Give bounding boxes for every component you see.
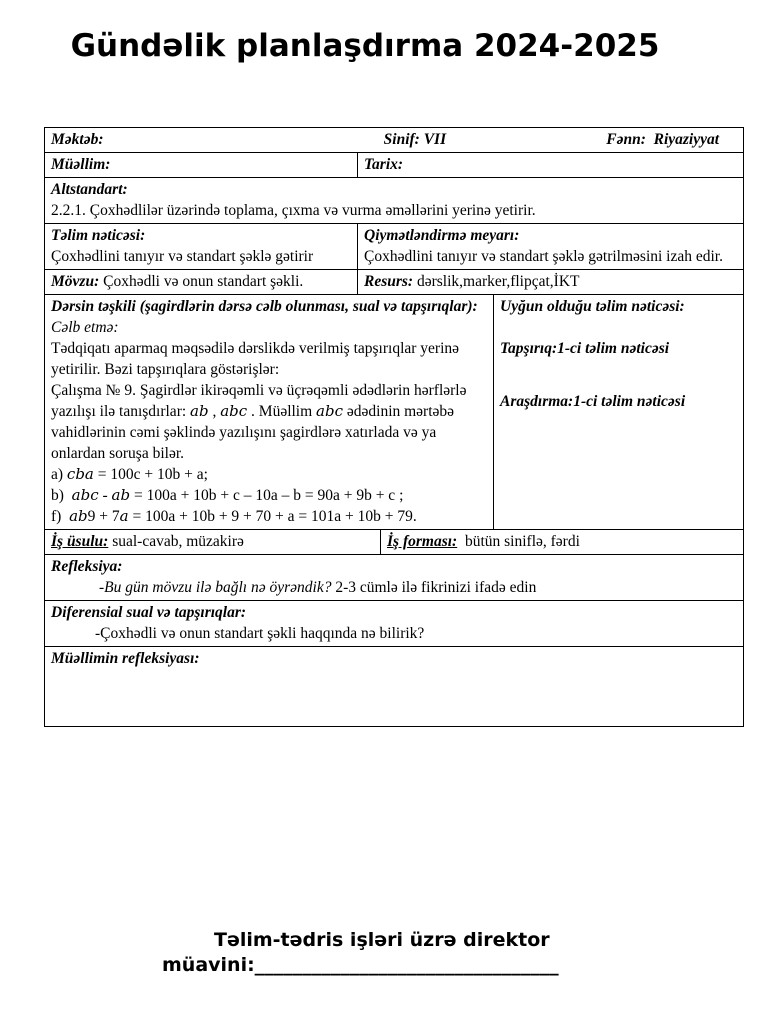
topic-cell [45,270,358,295]
topic-row [45,270,744,295]
footer-line-2: müavini:________________________________ [162,954,559,976]
outcome-cell [45,224,358,270]
teacher-reflection-cell [45,647,744,727]
math-ab-2: ab [111,486,131,504]
formula-a-rest: = 100c + 10b + a; [93,466,208,483]
reflection-question: -Bu gün mövzu ilə bağlı nə öyrəndik? [99,579,332,596]
subject-label: Fənn: [606,131,646,148]
math-cba: cba [66,465,94,483]
comma-text: , [212,403,217,420]
method-label: İş üsulu: [51,533,109,550]
header-cell [45,128,744,153]
footer-line-1: Təlim-tədris işləri üzrə direktor [214,929,550,951]
exercise-text: Çalışma № 9. Şagirdlər ikirəqəmli və üçrəqəmli ədədlərin hərflərlə yazılışı ilə tanışdırlar: [51,382,467,420]
reflection-label: Refleksiya: [51,558,123,575]
standard-text: 2.2.1. Çoxhədlilər üzərində toplama, çıxma və vurma əməllərini yerinə yetirir. [51,202,536,219]
teacher-text: . Müəllim [251,403,313,420]
math-abc-2: abc [316,402,343,420]
formula-b-rest: = 100a + 10b + c – 10a – b = 90a + 9b + c ; [130,487,404,504]
method-cell [45,530,381,555]
formula-b-minus: - [98,487,112,504]
resources-text: dərslik,marker,flipçat,İKT [416,273,580,290]
differential-row [45,601,744,647]
assessment-label: Qiymətləndirmə meyarı: [364,227,520,244]
assessment-cell [358,224,744,270]
matching-cell [494,295,744,530]
engage-label: Cəlb etmə: [51,319,119,336]
outcome-row [45,224,744,270]
standard-row [45,178,744,224]
formula-f-mid: 9 + 7 [87,508,120,525]
outcome-text: Çoxhədlini tanıyır və standart şəklə gətirir [51,248,314,265]
class-label: Sinif: VII [383,131,447,148]
form-label: İş forması: [387,533,458,550]
formula-b-prefix: b) [51,487,64,504]
outcome-label: Təlim nəticəsi: [51,227,146,244]
page-title: Gündəlik planlaşdırma 2024-2025 [70,28,660,64]
matching-research: Araşdırma:1-ci təlim nəticəsi [500,393,686,410]
lesson-plan-table [44,127,744,727]
formula-b [51,485,487,506]
assessment-text: Çoxhədlini tanıyır və standart şəklə gətrilməsini izah edir. [364,248,723,265]
teacher-label: Müəllim: [45,153,358,178]
math-abc-3: abc [71,486,99,504]
topic-label: Mövzu: [51,273,100,290]
form-text: bütün siniflə, fərdi [464,533,580,550]
differential-cell [45,601,744,647]
reflection-instruction: 2-3 cümlə ilə fikrinizi ifadə edin [331,579,537,596]
reflection-cell [45,555,744,601]
differential-text: -Çoxhədli və onun standart şəkli haqqında nə bilirik? [95,625,425,642]
math-abc: abc [220,402,248,420]
formula-a-prefix: a) [51,466,64,483]
formula-f-rest: = 100a + 10b + 9 + 70 + a = 101a + 10b + 79. [128,508,417,525]
differential-label: Diferensial sual və tapşırıqlar: [51,604,247,621]
lesson-heading: Dərsin təşkili (şagirdlərin dərsə cəlb olunması, sual və tapşırıqlar): [51,298,478,315]
reflection-row [45,555,744,601]
method-row [45,530,744,555]
teacher-reflection-label: Müəllimin refleksiyası: [51,650,200,667]
date-label: Tarix: [358,153,744,178]
formula-f-prefix: f) [51,508,62,525]
topic-text: Çoxhədli və onun standart şəkli. [103,273,304,290]
school-label: Məktəb: [51,131,104,148]
teacher-reflection-row [45,647,744,727]
teacher-row [45,153,744,178]
math-ab-3: ab [69,507,88,525]
formula-a [51,464,487,485]
method-text: sual-cavab, müzakirə [112,533,244,550]
lesson-row [45,295,744,530]
exercise-text-2: ədədinin mərtəbə vahidlərinin cəmi şəklində yazılışını şagirdlərə xatırlada və ya onlardan soruşa bilər. [51,403,455,462]
subject-value: Riyaziyyat [653,131,720,148]
lesson-cell [45,295,494,530]
form-cell [381,530,744,555]
lesson-paragraph-2 [51,380,487,464]
signature-footer [0,928,768,978]
resources-label: Resurs: [364,273,414,290]
matching-task: Tapşırıq:1-ci təlim nəticəsi [500,340,670,357]
standard-label: Altstandart: [51,181,128,198]
header-row [45,128,744,153]
matching-heading: Uyğun olduğu təlim nəticəsi: [500,298,685,315]
math-a: a [119,507,129,525]
formula-f [51,506,487,527]
resources-cell [358,270,744,295]
math-ab: ab [190,402,209,420]
standard-cell [45,178,744,224]
lesson-paragraph-1: Tədqiqatı aparmaq məqsədilə dərslikdə verilmiş tapşırıqlar yerinə yetirilir. Bəzi tapşırıqlara göstərişlər: [51,340,460,378]
